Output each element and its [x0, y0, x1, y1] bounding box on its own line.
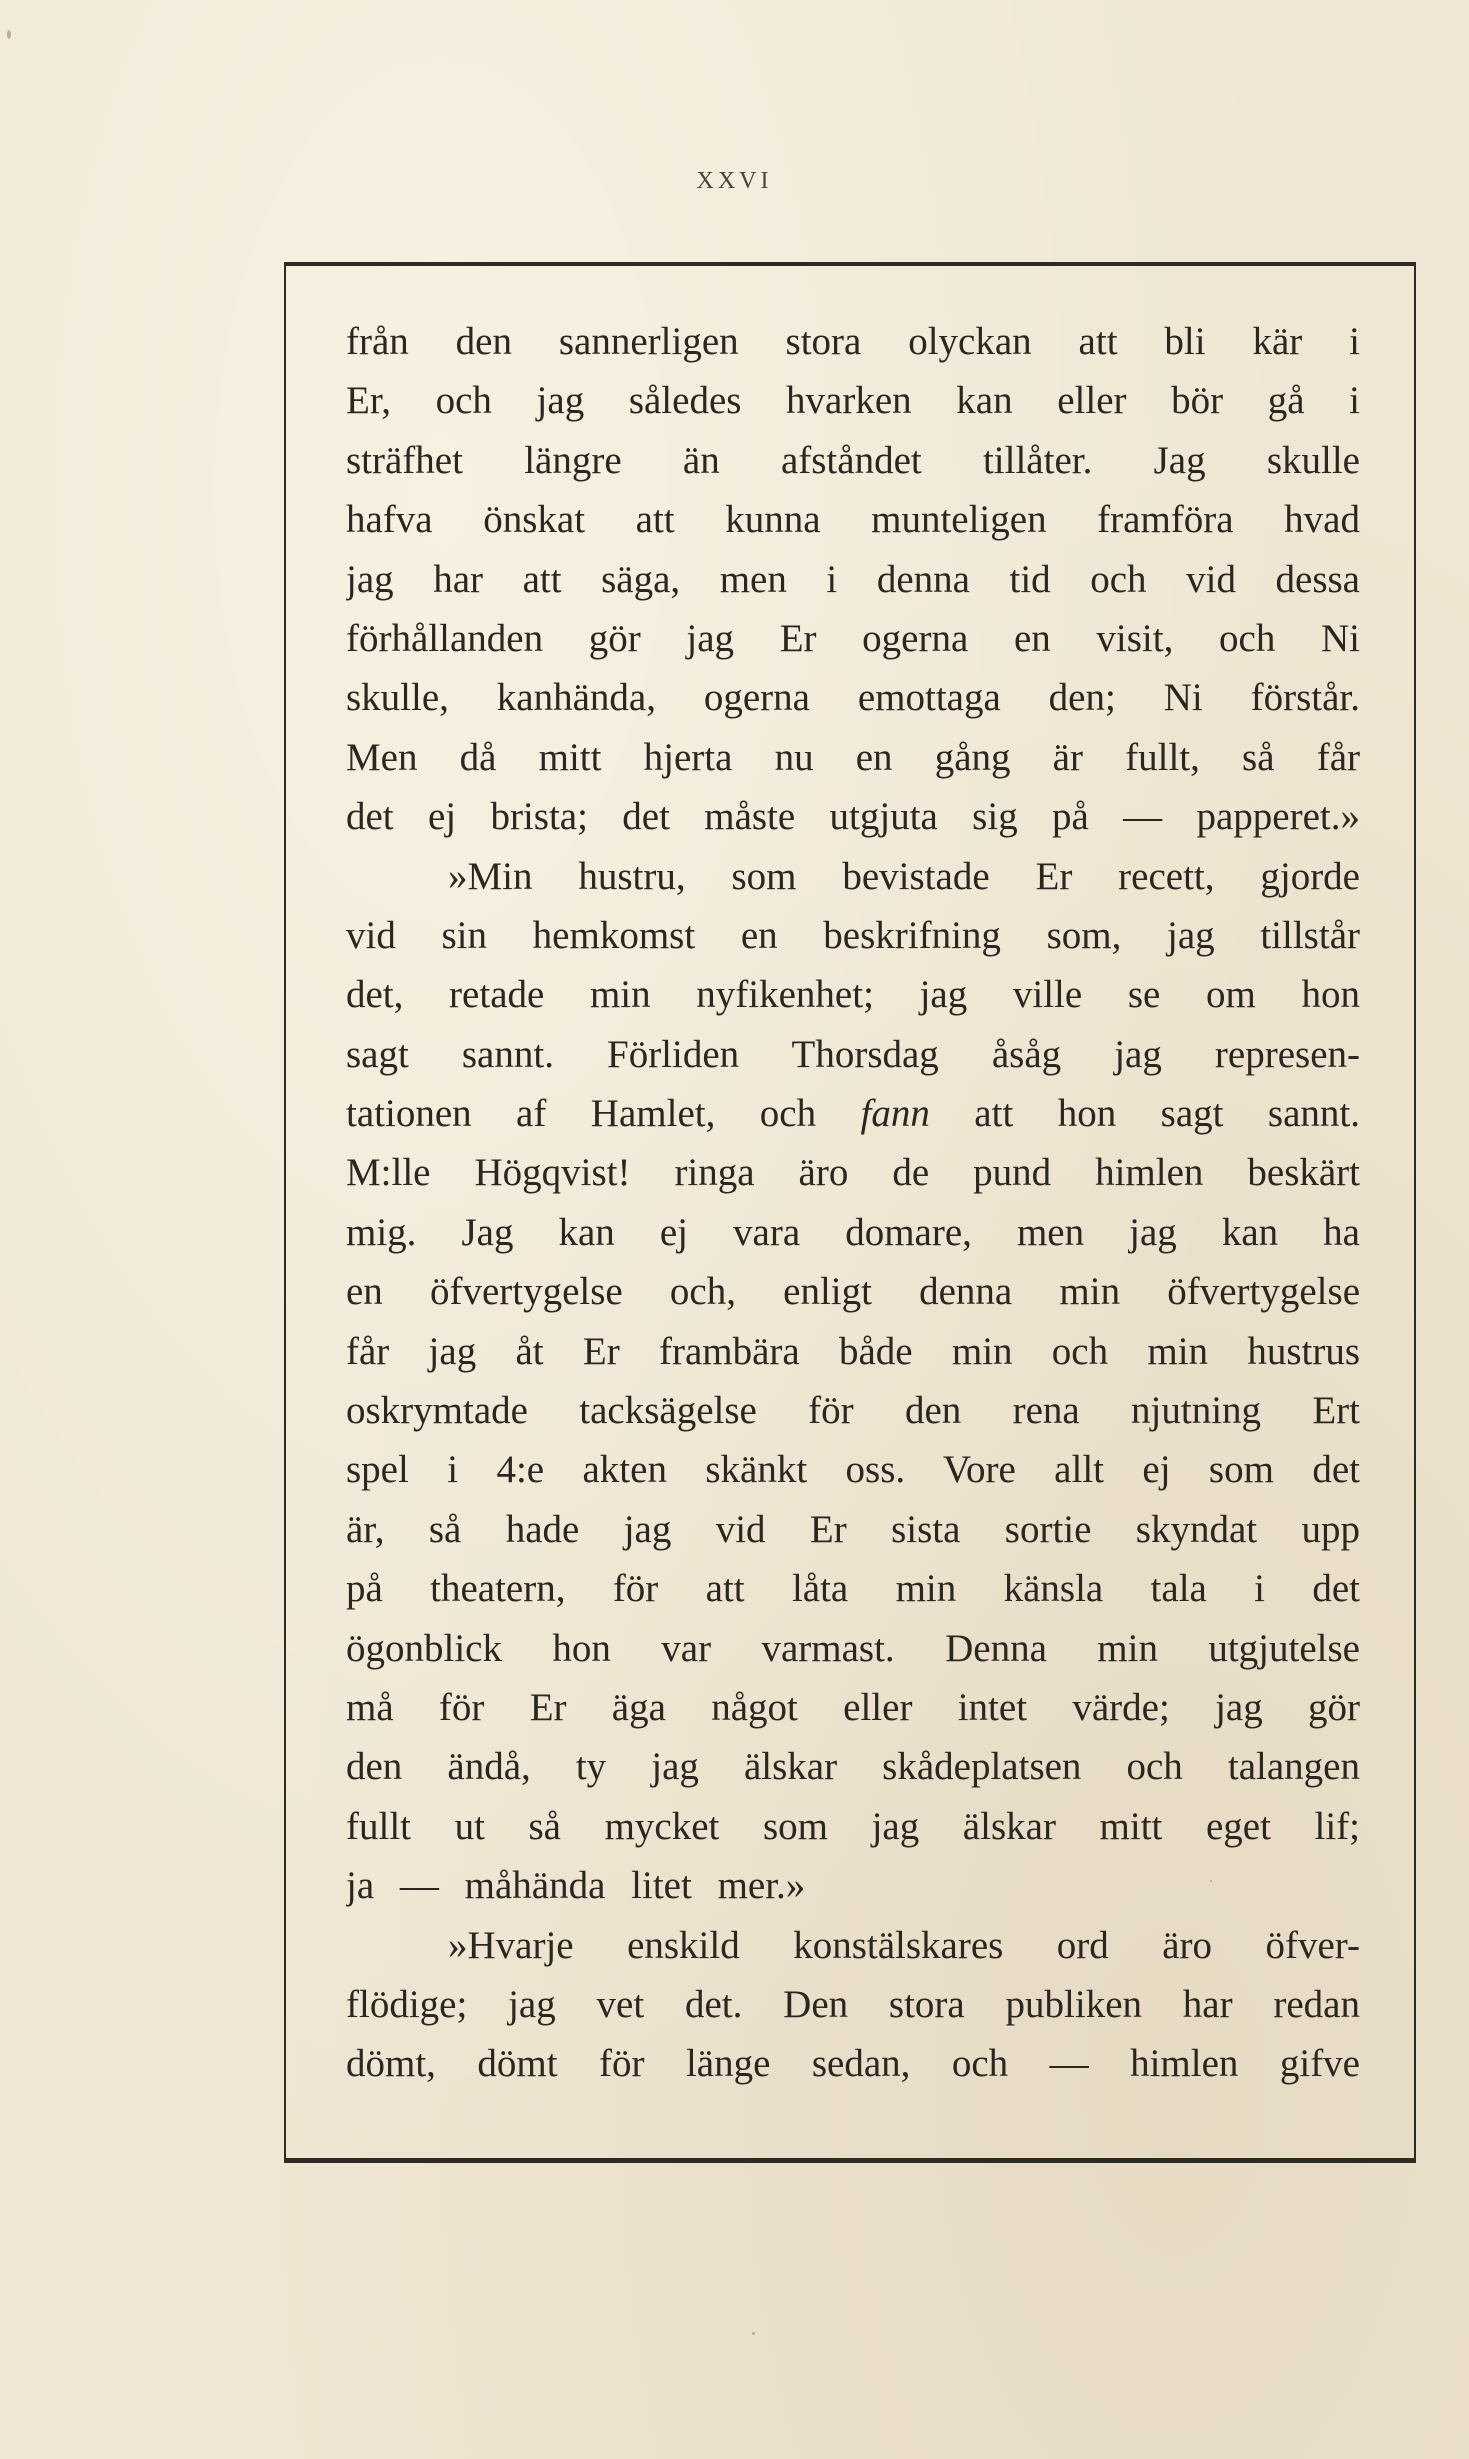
text-line: hafva önskat att kunna munteligen framföra hvad — [346, 498, 1360, 542]
text-line: jag har att säga, men i denna tid och vid dessa — [346, 557, 1360, 601]
text-line: på theatern, för att låta min känsla tala i det — [346, 1567, 1360, 1611]
text-line: skulle, kanhända, ogerna emottaga den; Ni förstår. — [346, 676, 1360, 720]
frame-bottom-rule — [284, 2158, 1416, 2162]
text-line-with-italic: tationen af Hamlet, och fann att hon sagt sannt. — [346, 1092, 1360, 1136]
text-line: är, så hade jag vid Er sista sortie skyndat upp — [346, 1507, 1360, 1551]
body-text — [346, 312, 1360, 2094]
text-line: spel i 4:e akten skänkt oss. Vore allt ej som det — [346, 1448, 1360, 1492]
text-line: »Min hustru, som bevistade Er recett, gjorde — [448, 854, 1360, 898]
text-line: sagt sannt. Förliden Thorsdag åsåg jag represen- — [346, 1032, 1360, 1076]
text-line: ögonblick hon var varmast. Denna min utgjutelse — [346, 1626, 1360, 1670]
paper-speck — [1210, 1880, 1212, 1882]
text-line: det ej brista; det måste utgjuta sig på — papperet.» — [346, 795, 1360, 839]
text-line: »Hvarje enskild konstälskares ord äro öfver- — [448, 1923, 1360, 1967]
text-line: sträfhet längre än afståndet tillåter. Jag skulle — [346, 438, 1360, 482]
text-line: M:lle Högqvist! ringa äro de pund himlen beskärt — [346, 1151, 1360, 1195]
text-line: den ändå, ty jag älskar skådeplatsen och talangen — [346, 1745, 1360, 1789]
text-line: må för Er äga något eller intet värde; jag gör — [346, 1685, 1360, 1729]
text-line: från den sannerligen stora olyckan att bli kär i — [346, 320, 1360, 363]
text-line: oskrymtade tacksägelse för den rena njutning Ert — [346, 1389, 1360, 1433]
text-line: Men då mitt hjerta nu en gång är fullt, så får — [346, 735, 1360, 779]
text-line: Er, och jag således hvarken kan eller bör gå i — [346, 379, 1360, 423]
text-line: får jag åt Er frambära både min och min hustrus — [346, 1329, 1360, 1373]
text-line: fullt ut så mycket som jag älskar mitt eget lif; — [346, 1804, 1360, 1848]
paper-speck — [752, 2332, 755, 2335]
text-line: vid sin hemkomst en beskrifning som, jag tillstår — [346, 913, 1360, 957]
frame-top-rule — [284, 262, 1416, 266]
text-line: flödige; jag vet det. Den stora publiken har redan — [346, 1982, 1360, 2026]
text-line: förhållanden gör jag Er ogerna en visit, och Ni — [346, 616, 1360, 660]
text-line: mig. Jag kan ej vara domare, men jag kan ha — [346, 1210, 1360, 1254]
paper-speck — [7, 30, 11, 39]
text-line: dömt, dömt för länge sedan, och — himlen gifve — [346, 2042, 1360, 2086]
text-line: ja — måhända litet mer.» — [346, 1864, 806, 1908]
italic-word: fann — [860, 1092, 930, 1136]
text-line: det, retade min nyfikenhet; jag ville se om hon — [346, 973, 1360, 1017]
text-line: en öfvertygelse och, enligt denna min öfvertygelse — [346, 1270, 1360, 1314]
page-number: XXVI — [696, 168, 773, 194]
